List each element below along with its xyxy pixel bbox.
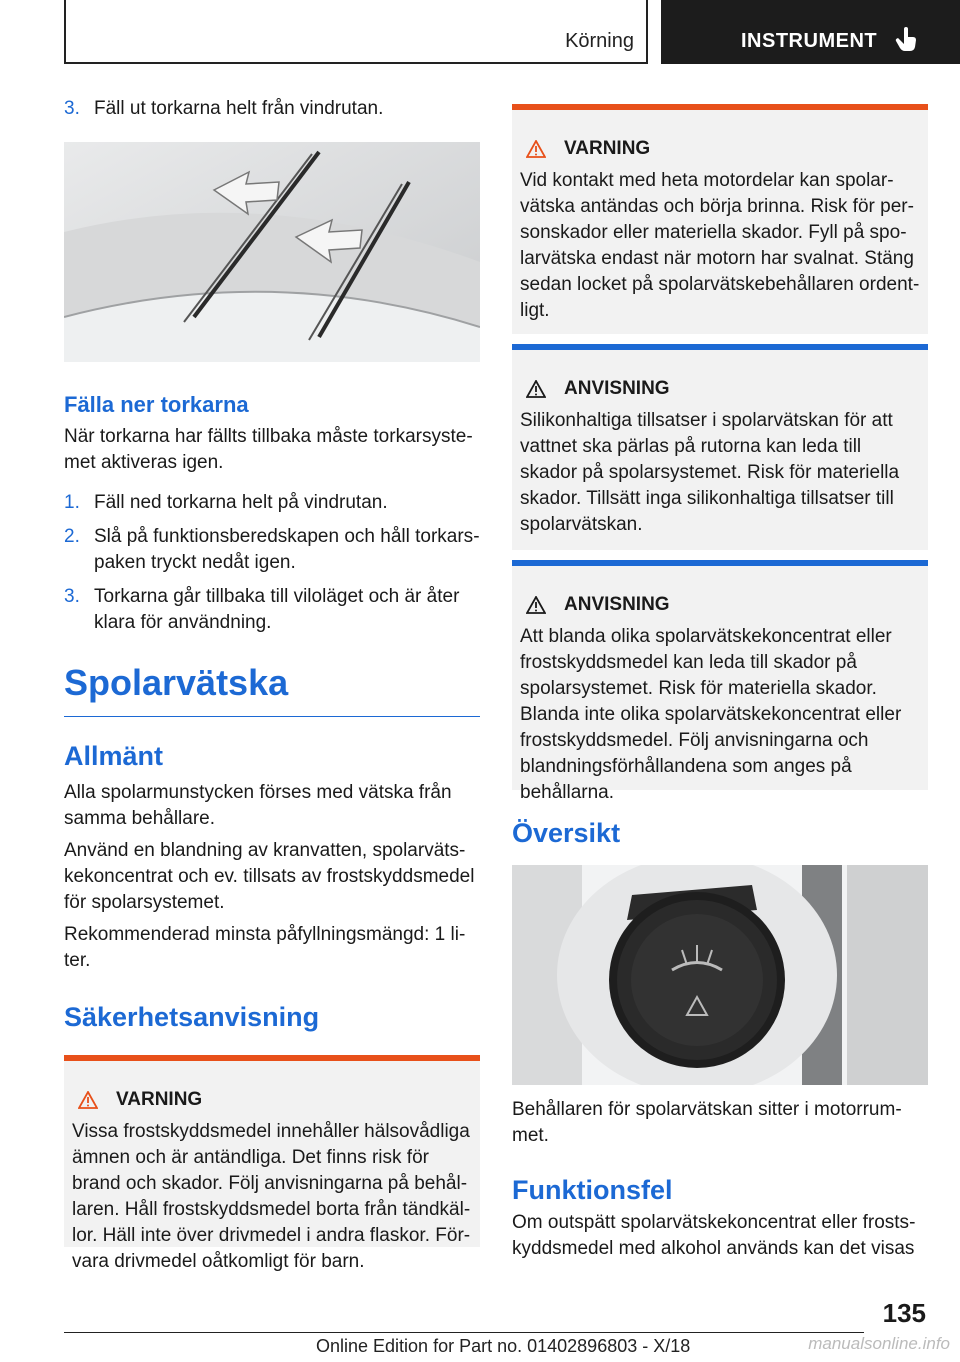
warning-box <box>512 104 928 334</box>
step-fold-out: 3. Fäll ut torkarna helt från vindrutan. <box>64 98 384 119</box>
overview-caption: Behållaren för spolarvätskan sitter i motorrummet. <box>512 1099 902 1146</box>
pointing-hand-icon <box>895 26 917 52</box>
warning-title: VARNING <box>520 138 920 160</box>
right-column <box>512 104 928 1268</box>
main-heading: Spolarvätska <box>64 662 480 717</box>
wiper-fold-out-illustration <box>64 142 480 362</box>
overview-heading: Översikt <box>512 818 621 848</box>
fold-down-step: 3. Torkarna går tillbaka till viloläget och är åter klara för användning. <box>64 586 460 633</box>
section-title: INSTRUMENT <box>741 30 878 52</box>
malfunction-heading: Funktionsfel <box>512 1175 673 1205</box>
notice-title: ANVISNING <box>520 378 920 400</box>
chapter-title: Körning <box>565 30 634 52</box>
left-column <box>64 96 480 1272</box>
notice-text: Att blanda olika spolarvätskekoncentrat eller frostskyddsmedel kan leda till skador på spolarsystemet. Risk för materiella skador. Blanda inte olika spolarvätskekoncentrat eller frostskyddsmedel. Följ anvisningarna och blandningsförhållandena som anges på behållarna. <box>520 626 902 803</box>
fold-down-step: 2. Slå på funktionsberedskapen och håll torkarspaken tryckt nedåt igen. <box>64 526 480 573</box>
malfunction-text: Om outspätt spolarvätskekoncentrat eller frostskyddsmedel med alkohol används kan det visas <box>512 1212 916 1259</box>
warning-title: VARNING <box>72 1089 472 1111</box>
warning-triangle-icon <box>78 1091 98 1109</box>
notice-text: Silikonhaltiga tillsatser i spolarvätskan för att vattnet ska pärlas på rutorna kan leda till skador på spolarsystemet. Risk för materiella skador. Tillsätt inga silikonhaltiga tillsatser till spolarvätskan. <box>520 410 900 535</box>
warning-box <box>64 1055 480 1272</box>
notice-box <box>512 344 928 550</box>
footer-divider <box>64 1332 864 1333</box>
header-section-box <box>661 0 960 64</box>
general-paragraph: Rekommenderad minsta påfyllningsmängd: 1 liter. <box>64 924 466 971</box>
edition-text: Online Edition for Part no. 01402896803 - X/18 <box>316 1336 691 1356</box>
general-heading: Allmänt <box>64 741 164 771</box>
general-paragraph: Använd en blandning av kranvatten, spolarvätskekoncentrat och ev. tillsats av frostskyddsmedel för spolarsystemet. <box>64 840 475 913</box>
page-number: 135 <box>882 1298 926 1328</box>
warning-triangle-icon <box>526 140 546 158</box>
fold-down-heading: Fälla ner torkarna <box>64 392 249 417</box>
warning-text: Vissa frostskyddsmedel innehåller hälsovådliga ämnen och är antändliga. Det finns risk för brand och skador. Följ anvisningarna på behållaren. Håll frostskyddsmedel borta från tändkällor. Häll inte över drivmedel i andra flaskor. Förvara drivmedel oåtkomligt för barn. <box>72 1121 471 1272</box>
safety-heading: Säkerhetsanvisning <box>64 1002 320 1032</box>
fold-down-intro: När torkarna har fällts tillbaka måste torkarsystemet aktiveras igen. <box>64 426 473 473</box>
watermark-text: manualsonline.info <box>808 1334 950 1353</box>
general-paragraph: Alla spolarmunstycken förses med vätska från samma behållare. <box>64 782 452 829</box>
header-chapter-box <box>64 0 648 64</box>
notice-title: ANVISNING <box>520 594 920 616</box>
fold-down-step: 1. Fäll ned torkarna helt på vindrutan. <box>64 492 388 513</box>
warning-text: Vid kontakt med heta motordelar kan spolarvätska antändas och börja brinna. Risk för personskador eller materiella skador. Fyll på spolarvätska endast när motorn har svalnat. Stäng sedan locket på spolarvätskebehållaren ordentligt. <box>520 170 920 321</box>
notice-triangle-icon <box>526 380 546 398</box>
washer-reservoir-cap-photo <box>512 865 928 1085</box>
notice-triangle-icon <box>526 596 546 614</box>
notice-box <box>512 560 928 803</box>
